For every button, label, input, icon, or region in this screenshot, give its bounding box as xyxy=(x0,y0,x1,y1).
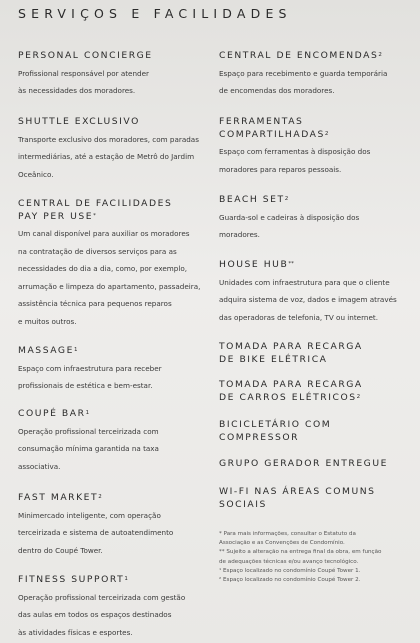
service-coupe-bar xyxy=(18,408,212,475)
service-description: Operação profissional terceirizada com gestão das aulas em todos os espaços destinados às atividades físicas e esportes. xyxy=(18,592,186,637)
service-massage xyxy=(18,345,212,395)
service-description: Unidades com infraestrutura para que o cliente adquira sistema de voz, dados e imagem através das operadoras de telefonia, TV ou internet. xyxy=(219,277,397,322)
service-title: MASSAGE$^1$ xyxy=(18,345,78,356)
service-title: FITNESS SUPPORT$^1$ xyxy=(18,574,128,585)
footnotes xyxy=(219,530,414,585)
footnote: Associação e as Convenções de Condomínio. xyxy=(219,540,345,547)
page-title: SERVIÇOS E FACILIDADES xyxy=(18,6,292,21)
footnote: * Para mais informações, consultar o Estatuto da xyxy=(219,531,356,537)
service-title: CENTRAL DE ENCOMENDAS$^2$ xyxy=(219,50,382,61)
service-title: HOUSE HUB** xyxy=(219,259,294,270)
service-description: Espaço para recebimento e guarda temporária de encomendas dos moradores. xyxy=(219,68,388,95)
service-title: TOMADA PARA RECARGA DE CARROS ELÉTRICOS$^2$ xyxy=(219,379,363,403)
service-description: Espaço com infraestrutura para receber profissionais de estética e bem-estar. xyxy=(18,363,162,390)
service-title: BICICLETÁRIO COM COMPRESSOR xyxy=(219,419,332,443)
service-shuttle-exclusivo xyxy=(18,116,212,183)
service-title: FERRAMENTAS COMPARTILHADAS$^2$ xyxy=(219,116,329,140)
service-title: COUPÉ BAR$^1$ xyxy=(18,408,90,419)
service-title: BEACH SET$^2$ xyxy=(219,194,289,205)
service-central-facilidades xyxy=(18,198,212,330)
service-description: Guarda-sol e cadeiras à disposição dos moradores. xyxy=(219,212,360,239)
footnote: de adequações técnicas e/ou avanço tecnológico. xyxy=(219,558,359,565)
service-title: TOMADA PARA RECARGA DE BIKE ELÉTRICA xyxy=(219,341,363,365)
service-ferramentas-compartilhadas xyxy=(219,116,414,178)
service-title: FAST MARKET$^2$ xyxy=(18,492,102,503)
service-title: CENTRAL DE FACILIDADES PAY PER USE* xyxy=(18,198,173,222)
service-title: WI-FI NAS ÁREAS COMUNS SOCIAIS xyxy=(219,486,376,510)
service-title: SHUTTLE EXCLUSIVO xyxy=(18,116,140,127)
footnote: ² Espaço localizado no condomínio Coupé Tower 2. xyxy=(219,577,361,584)
service-grupo-gerador xyxy=(219,458,414,471)
service-bicicletario xyxy=(219,419,414,444)
service-title: PERSONAL CONCIERGE xyxy=(18,50,153,61)
service-tomada-carros xyxy=(219,379,414,404)
service-description: Profissional responsável por atender às necessidades dos moradores. xyxy=(18,68,149,95)
footnote: ** Sujeito a alteração na entrega final da obra, em função xyxy=(219,549,382,556)
service-central-encomendas xyxy=(219,50,414,100)
service-house-hub xyxy=(219,259,414,326)
service-wifi xyxy=(219,486,414,511)
service-description: Transporte exclusivo dos moradores, com paradas intermediárias, até a estação de Metrô do Jardim Oceânico. xyxy=(18,134,199,179)
service-description: Um canal disponível para auxiliar os moradores na contratação de diversos serviços para as necessidades do dia a dia, como, por exemplo, arrumação e limpeza do apartamento, passadeira, assistência técnica para pequenos reparos e muitos outros. xyxy=(18,229,201,326)
service-description: Operação profissional terceirizada com consumação mínima garantida na taxa associativa. xyxy=(18,426,159,471)
service-fast-market xyxy=(18,492,212,559)
service-description: Espaço com ferramentas à disposição dos moradores para reparos pessoais. xyxy=(219,147,371,174)
footnote: ¹ Espaço localizado no condomínio Coupé Tower 1. xyxy=(219,567,361,574)
service-beach-set xyxy=(219,194,414,244)
service-title: GRUPO GERADOR ENTREGUE xyxy=(219,458,388,469)
service-personal-concierge xyxy=(18,50,212,100)
service-description: Minimercado inteligente, com operação terceirizada e sistema de autoatendimento dentro do Coupé Tower. xyxy=(18,510,174,555)
service-fitness-support xyxy=(18,574,212,641)
service-tomada-bike xyxy=(219,341,414,366)
